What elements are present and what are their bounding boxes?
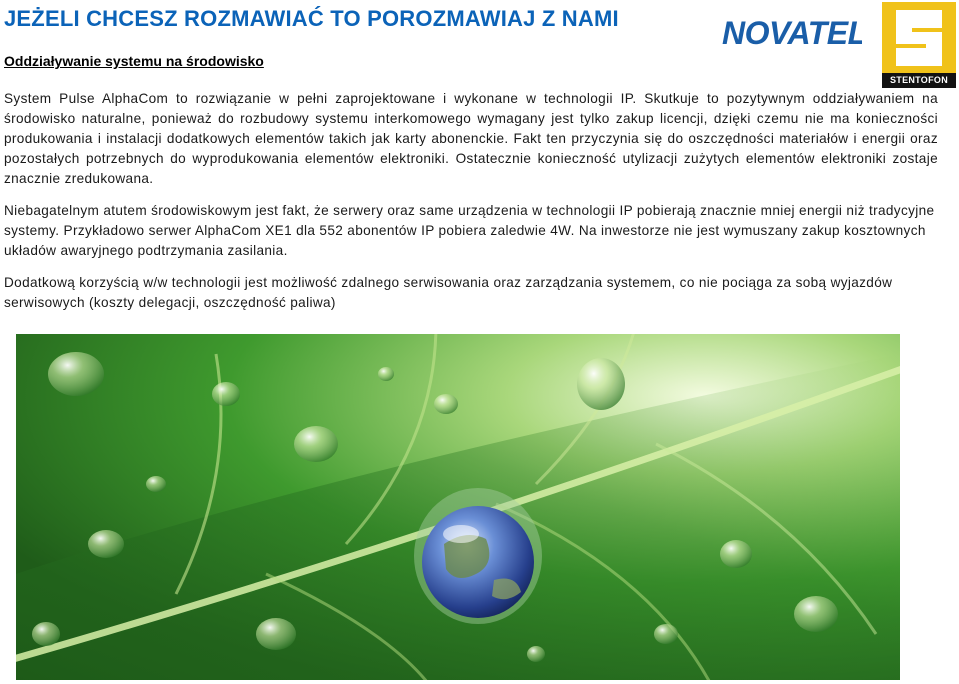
paragraph-3: Dodatkową korzyścią w/w technologii jest możliwość zdalnego serwisowania oraz zarządzania systemem, co nie pociąga za sobą wyjazdów serwisowych (koszty delegacji, oszczędność paliwa) [4, 275, 893, 310]
page-title: JEŻELI CHCESZ ROZMAWIAĆ TO POROZMAWIAJ Z NAMI [4, 6, 619, 31]
leaf-waterdrop-photo [16, 334, 900, 680]
globe-drop-icon [414, 488, 542, 624]
svg-text:NOVATEL: NOVATEL [722, 15, 862, 48]
paragraph-2: Niebagatelnym atutem środowiskowym jest fakt, że serwery oraz same urządzenia w technologii IP pobierają znacznie mniej energii niż tradycyjne systemy. Przykładowo serwer AlphaCom XE1 dla 552 abonentów IP pobiera zaledwie 4W. Na inwestorze nie jest wymuszany zakup kosztownych układów awaryjnego podtrzymania zasilania. [4, 203, 935, 258]
stentofon-s-icon [882, 2, 956, 73]
section-heading: Oddziaływanie systemu na środowisko [4, 53, 264, 69]
stentofon-label: STENTOFON [882, 73, 956, 88]
paragraph-1: System Pulse AlphaCom to rozwiązanie w pełni zaprojektowane i wykonane w technologii IP. Skutkuje to pozytywnym oddziaływaniem na środowisko naturalne, ponieważ do rozbudowy systemu interkomowego wymagany jest tylko zakup licencji, dzięki czemu nie ma konieczności produkowania i instalacji dodatkowych elementów takich jak karty abonenckie. Fakt ten przyczynia się do oszczędności materiałów i energii oraz pozostałych potrzebnych do wyprodukowania elementów elektroniki. Ostatecznie konieczność utylizacji zużytych elementów elektroniki zostaje znacznie zredukowana. [4, 91, 938, 186]
body-text [4, 89, 938, 325]
novatel-logo [720, 14, 862, 48]
stentofon-logo [882, 2, 956, 88]
